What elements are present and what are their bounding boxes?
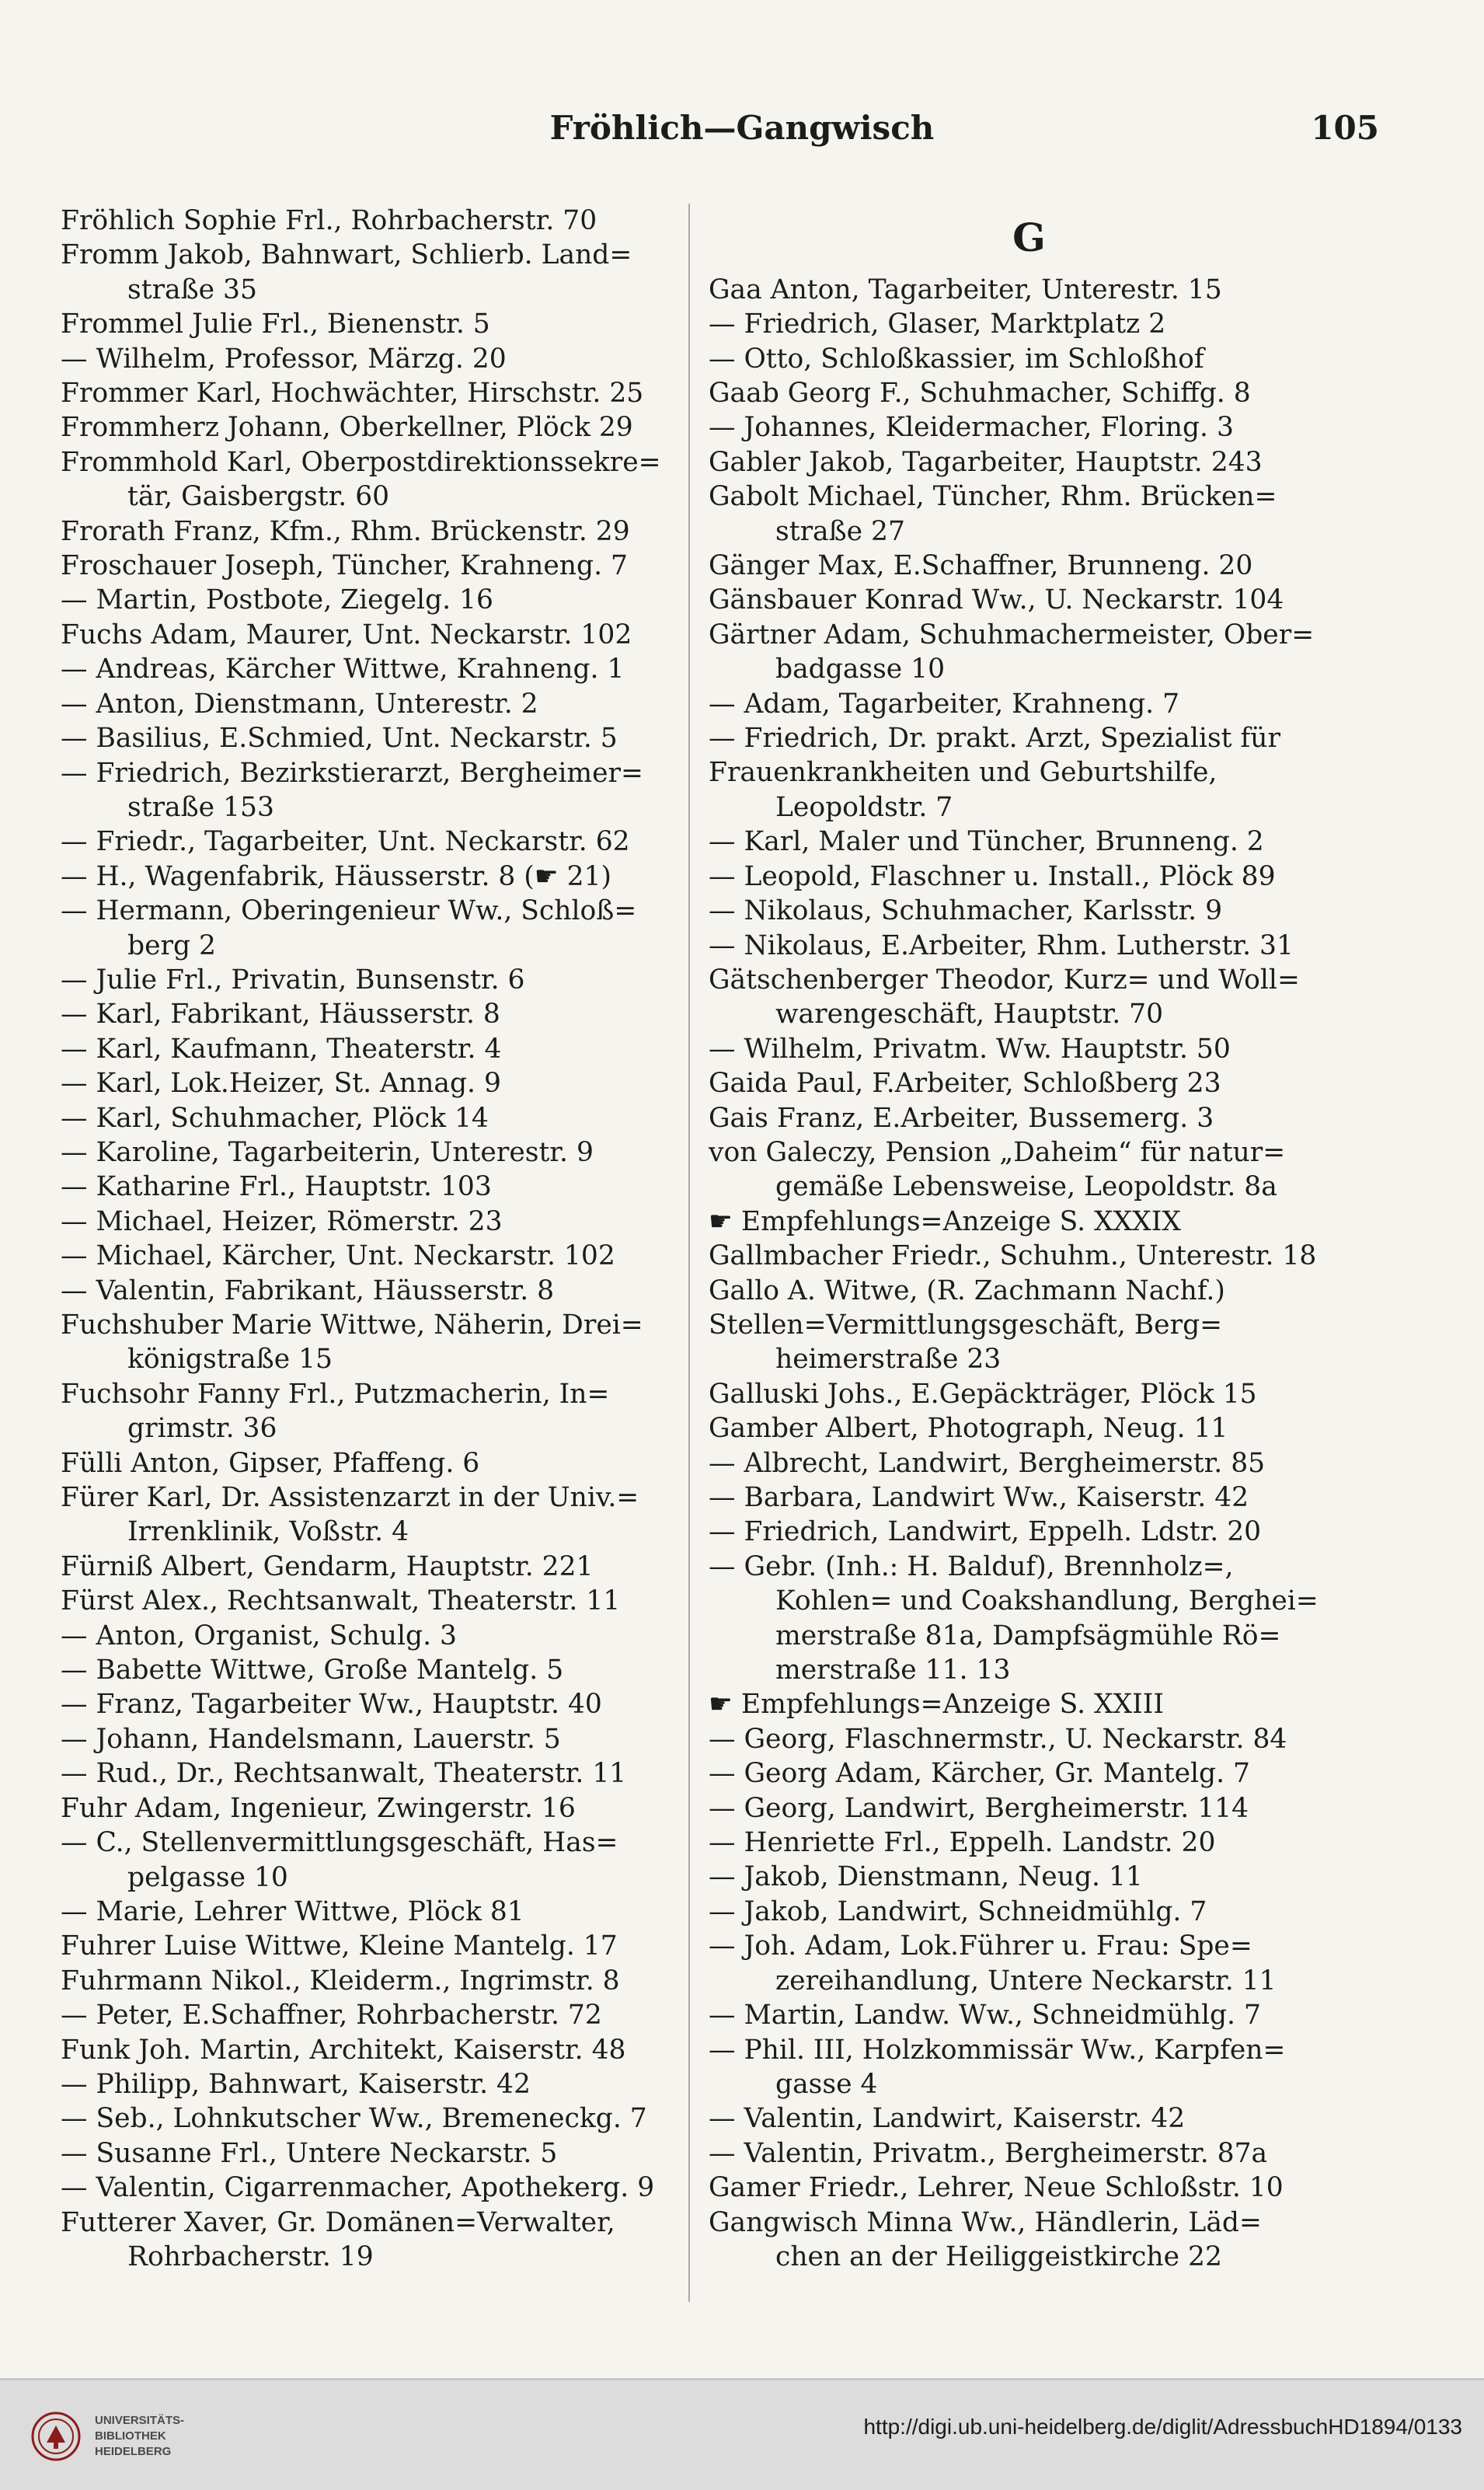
directory-entry: — Martin, Landw. Ww., Schneidmühlg. 7	[709, 2000, 1261, 2031]
directory-entry: Fuhr Adam, Ingenieur, Zwingerstr. 16	[61, 1792, 576, 1824]
directory-entry: Gätschenberger Theodor, Kurz= und Woll=	[709, 964, 1300, 996]
directory-entry: Gallo A. Witwe, (R. Zachmann Nachf.)	[709, 1275, 1225, 1306]
directory-entry: straße 27	[775, 515, 905, 547]
directory-entry: Fülli Anton, Gipser, Pfaffeng. 6	[61, 1447, 480, 1479]
directory-entry: — Karl, Fabrikant, Häusserstr. 8	[61, 999, 500, 1031]
directory-entry: — Hermann, Oberingenieur Ww., Schloß=	[61, 895, 637, 927]
directory-entry: Fröhlich Sophie Frl., Rohrbacherstr. 70	[61, 205, 597, 236]
directory-entry: berg 2	[127, 929, 216, 961]
directory-entry: — Friedr., Tagarbeiter, Unt. Neckarstr. 62	[61, 826, 630, 858]
directory-entry: Frommhold Karl, Oberpostdirektionssekre=	[61, 446, 661, 478]
directory-entry: Gais Franz, E.Arbeiter, Bussemerg. 3	[709, 1102, 1214, 1134]
directory-entry: Gabolt Michael, Tüncher, Rhm. Brücken=	[709, 481, 1277, 513]
directory-entry: chen an der Heiliggeistkirche 22	[775, 2241, 1222, 2272]
directory-entry: Gänsbauer Konrad Ww., U. Neckarstr. 104	[709, 584, 1284, 616]
directory-entry: — Friedrich, Bezirkstierarzt, Bergheimer=	[61, 757, 643, 789]
library-logo-icon	[31, 2412, 81, 2461]
library-name	[95, 2413, 184, 2460]
directory-entry: Leopoldstr. 7	[775, 791, 953, 823]
directory-entry: — Joh. Adam, Lok.Führer u. Frau: Spe=	[709, 1930, 1252, 1962]
directory-entry: — Franz, Tagarbeiter Ww., Hauptstr. 40	[61, 1689, 602, 1721]
directory-entry: Galluski Johs., E.Gepäckträger, Plöck 15	[709, 1378, 1257, 1410]
directory-entry: — Adam, Tagarbeiter, Krahneng. 7	[709, 688, 1180, 720]
directory-entry: Frommel Julie Frl., Bienenstr. 5	[61, 309, 490, 340]
directory-entry: — Friedrich, Glaser, Marktplatz 2	[709, 309, 1166, 340]
library-name-line: UNIVERSITÄTS-	[95, 2414, 185, 2427]
directory-entry: Gangwisch Minna Ww., Händlerin, Läd=	[709, 2206, 1262, 2238]
directory-entry: — Valentin, Privatm., Bergheimerstr. 87a	[709, 2137, 1268, 2169]
directory-entry: Fuchs Adam, Maurer, Unt. Neckarstr. 102	[61, 619, 632, 650]
directory-entry: — Babette Wittwe, Große Mantelg. 5	[61, 1655, 564, 1686]
directory-entry: — Anton, Organist, Schulg. 3	[61, 1620, 457, 1651]
directory-entry: Fuchshuber Marie Wittwe, Näherin, Drei=	[61, 1310, 643, 1341]
left-column	[61, 204, 678, 2274]
library-name-line: BIBLIOTHEK	[95, 2429, 166, 2443]
directory-entry: von Galeczy, Pension „Daheim“ für natur=	[709, 1136, 1286, 1168]
directory-entry: — Michael, Kärcher, Unt. Neckarstr. 102	[61, 1240, 615, 1272]
running-head: Fröhlich—Gangwisch	[549, 109, 935, 147]
directory-entry: Gallmbacher Friedr., Schuhm., Unterestr. 18	[709, 1240, 1317, 1272]
directory-entry: — Albrecht, Landwirt, Bergheimerstr. 85	[709, 1447, 1266, 1479]
column-divider	[688, 204, 690, 2302]
directory-entry: — Philipp, Bahnwart, Kaiserstr. 42	[61, 2068, 531, 2100]
directory-entry: straße 35	[127, 274, 257, 305]
directory-entry: straße 153	[127, 791, 274, 823]
directory-entry: Gamber Albert, Photograph, Neug. 11	[709, 1413, 1228, 1445]
directory-entry: Fuhrer Luise Wittwe, Kleine Mantelg. 17	[61, 1930, 618, 1962]
directory-entry: Froschauer Joseph, Tüncher, Krahneng. 7	[61, 550, 628, 582]
directory-entry: — Karl, Schuhmacher, Plöck 14	[61, 1102, 489, 1134]
directory-entry: — Henriette Frl., Eppelh. Landstr. 20	[709, 1827, 1216, 1859]
directory-entry: — Leopold, Flaschner u. Install., Plöck 89	[709, 860, 1276, 892]
directory-entry: — Gebr. (Inh.: H. Balduf), Brennholz=,	[709, 1550, 1234, 1582]
directory-entry: Frauenkrankheiten und Geburtshilfe,	[709, 757, 1218, 789]
directory-entry: — Georg, Landwirt, Bergheimerstr. 114	[709, 1792, 1249, 1824]
directory-entry: grimstr. 36	[127, 1413, 277, 1445]
directory-entry: Rohrbacherstr. 19	[127, 2241, 374, 2272]
directory-entry: Fuchsohr Fanny Frl., Putzmacherin, In=	[61, 1378, 610, 1410]
directory-entry: — Karl, Maler und Tüncher, Brunneng. 2	[709, 826, 1264, 858]
directory-entry: — Johannes, Kleidermacher, Floring. 3	[709, 412, 1234, 444]
directory-entry: — Phil. III, Holzkommissär Ww., Karpfen=	[709, 2034, 1286, 2066]
directory-entry: gemäße Lebensweise, Leopoldstr. 8a	[775, 1171, 1277, 1203]
directory-entry: Fromm Jakob, Bahnwart, Schlierb. Land=	[61, 239, 632, 271]
directory-entry: Fuhrmann Nikol., Kleiderm., Ingrimstr. 8	[61, 1965, 620, 1997]
directory-entry: — Wilhelm, Professor, Märzg. 20	[61, 343, 507, 375]
directory-entry: zereihandlung, Untere Neckarstr. 11	[775, 1965, 1277, 1997]
directory-entry: Futterer Xaver, Gr. Domänen=Verwalter,	[61, 2206, 615, 2238]
directory-entry: — Valentin, Cigarrenmacher, Apothekerg. 9	[61, 2172, 655, 2204]
permalink-url[interactable]: http://digi.ub.uni-heidelberg.de/diglit/AdressbuchHD1894/0133	[863, 2415, 1462, 2439]
directory-entry: Funk Joh. Martin, Architekt, Kaiserstr. 48	[61, 2034, 626, 2066]
viewer-footer	[0, 2378, 1484, 2490]
directory-entry: — Peter, E.Schaffner, Rohrbacherstr. 72	[61, 2000, 602, 2031]
directory-entry: — C., Stellenvermittlungsgeschäft, Has=	[61, 1827, 618, 1859]
directory-entry: warengeschäft, Hauptstr. 70	[775, 999, 1164, 1031]
directory-entry: — Nikolaus, E.Arbeiter, Rhm. Lutherstr. 31	[709, 929, 1294, 961]
directory-entry: — Seb., Lohnkutscher Ww., Bremeneckg. 7	[61, 2103, 647, 2135]
letter-heading: G	[1012, 214, 1046, 260]
directory-entry: Frorath Franz, Kfm., Rhm. Brückenstr. 29	[61, 515, 630, 547]
directory-entry: — Michael, Heizer, Römerstr. 23	[61, 1205, 503, 1237]
directory-entry: Kohlen= und Coakshandlung, Berghei=	[775, 1585, 1319, 1617]
directory-entry: — Georg Adam, Kärcher, Gr. Mantelg. 7	[709, 1758, 1250, 1790]
directory-entry: — Barbara, Landwirt Ww., Kaiserstr. 42	[709, 1482, 1249, 1514]
directory-entry: pelgasse 10	[127, 1861, 288, 1893]
directory-entry: — Karl, Lok.Heizer, St. Annag. 9	[61, 1068, 501, 1100]
directory-entry: merstraße 11. 13	[775, 1655, 1011, 1686]
directory-entry: — Nikolaus, Schuhmacher, Karlsstr. 9	[709, 895, 1223, 927]
directory-entry: Frommherz Johann, Oberkellner, Plöck 29	[61, 412, 633, 444]
directory-entry: — Karl, Kaufmann, Theaterstr. 4	[61, 1033, 502, 1065]
directory-entry: Gaida Paul, F.Arbeiter, Schloßberg 23	[709, 1068, 1221, 1100]
directory-entry: gasse 4	[775, 2068, 878, 2100]
directory-entry: — Valentin, Fabrikant, Häusserstr. 8	[61, 1275, 555, 1306]
directory-entry: — Valentin, Landwirt, Kaiserstr. 42	[709, 2103, 1186, 2135]
directory-entry: Gamer Friedr., Lehrer, Neue Schloßstr. 10	[709, 2172, 1284, 2204]
directory-entry: — Otto, Schloßkassier, im Schloßhof	[709, 343, 1204, 375]
directory-entry: — Basilius, E.Schmied, Unt. Neckarstr. 5	[61, 723, 618, 755]
directory-entry: Fürer Karl, Dr. Assistenzarzt in der Univ.=	[61, 1482, 639, 1514]
directory-entry: Stellen=Vermittlungsgeschäft, Berg=	[709, 1309, 1223, 1341]
directory-entry: — Anton, Dienstmann, Unterestr. 2	[61, 688, 538, 720]
directory-entry: — Friedrich, Landwirt, Eppelh. Ldstr. 20	[709, 1516, 1262, 1548]
directory-entry: — Friedrich, Dr. prakt. Arzt, Spezialist für	[709, 723, 1280, 755]
page-header	[47, 109, 1437, 171]
directory-entry: Fürst Alex., Rechtsanwalt, Theaterstr. 11	[61, 1585, 621, 1617]
directory-entry: Gärtner Adam, Schuhmachermeister, Ober=	[709, 619, 1315, 650]
directory-entry: — Wilhelm, Privatm. Ww. Hauptstr. 50	[709, 1033, 1231, 1065]
directory-entry: Gabler Jakob, Tagarbeiter, Hauptstr. 243	[709, 446, 1263, 478]
directory-entry: — Jakob, Landwirt, Schneidmühlg. 7	[709, 1895, 1207, 1927]
directory-entry: Gänger Max, E.Schaffner, Brunneng. 20	[709, 550, 1253, 582]
directory-entry: — Martin, Postbote, Ziegelg. 16	[61, 584, 494, 616]
directory-entry: Frommer Karl, Hochwächter, Hirschstr. 25	[61, 378, 644, 410]
directory-entry: — Katharine Frl., Hauptstr. 103	[61, 1171, 492, 1203]
directory-entry: ☛ Empfehlungs=Anzeige S. XXIII	[709, 1689, 1165, 1721]
directory-entry: Gaab Georg F., Schuhmacher, Schiffg. 8	[709, 378, 1251, 410]
right-column	[709, 204, 1350, 2274]
directory-entry: — Johann, Handelsmann, Lauerstr. 5	[61, 1723, 561, 1755]
directory-entry: Fürniß Albert, Gendarm, Hauptstr. 221	[61, 1550, 594, 1582]
directory-entry: merstraße 81a, Dampfsägmühle Rö=	[775, 1620, 1281, 1651]
directory-entry: — Karoline, Tagarbeiterin, Unterestr. 9	[61, 1136, 594, 1168]
directory-entry: Irrenklinik, Voßstr. 4	[127, 1516, 409, 1548]
directory-entry: — Marie, Lehrer Wittwe, Plöck 81	[61, 1895, 524, 1927]
directory-entry: — Rud., Dr., Rechtsanwalt, Theaterstr. 11	[61, 1758, 627, 1790]
directory-entry: — H., Wagenfabrik, Häusserstr. 8 (☛ 21)	[61, 860, 612, 892]
directory-entry: ☛ Empfehlungs=Anzeige S. XXXIX	[709, 1205, 1181, 1237]
directory-entry: badgasse 10	[775, 654, 946, 685]
directory-entry: Gaa Anton, Tagarbeiter, Unterestr. 15	[709, 274, 1222, 305]
directory-entry: heimerstraße 23	[775, 1344, 1002, 1376]
directory-entry: — Susanne Frl., Untere Neckarstr. 5	[61, 2137, 558, 2169]
directory-entry: — Georg, Flaschnermstr., U. Neckarstr. 84	[709, 1723, 1287, 1755]
directory-entry: — Andreas, Kärcher Wittwe, Krahneng. 1	[61, 654, 625, 685]
library-name-line: HEIDELBERG	[95, 2445, 172, 2458]
directory-entry: königstraße 15	[127, 1344, 333, 1376]
directory-entry: — Jakob, Dienstmann, Neug. 11	[709, 1861, 1143, 1893]
directory-entry: tär, Gaisbergstr. 60	[127, 481, 390, 513]
page-number: 105	[1311, 109, 1379, 147]
directory-entry: — Julie Frl., Privatin, Bunsenstr. 6	[61, 964, 525, 996]
